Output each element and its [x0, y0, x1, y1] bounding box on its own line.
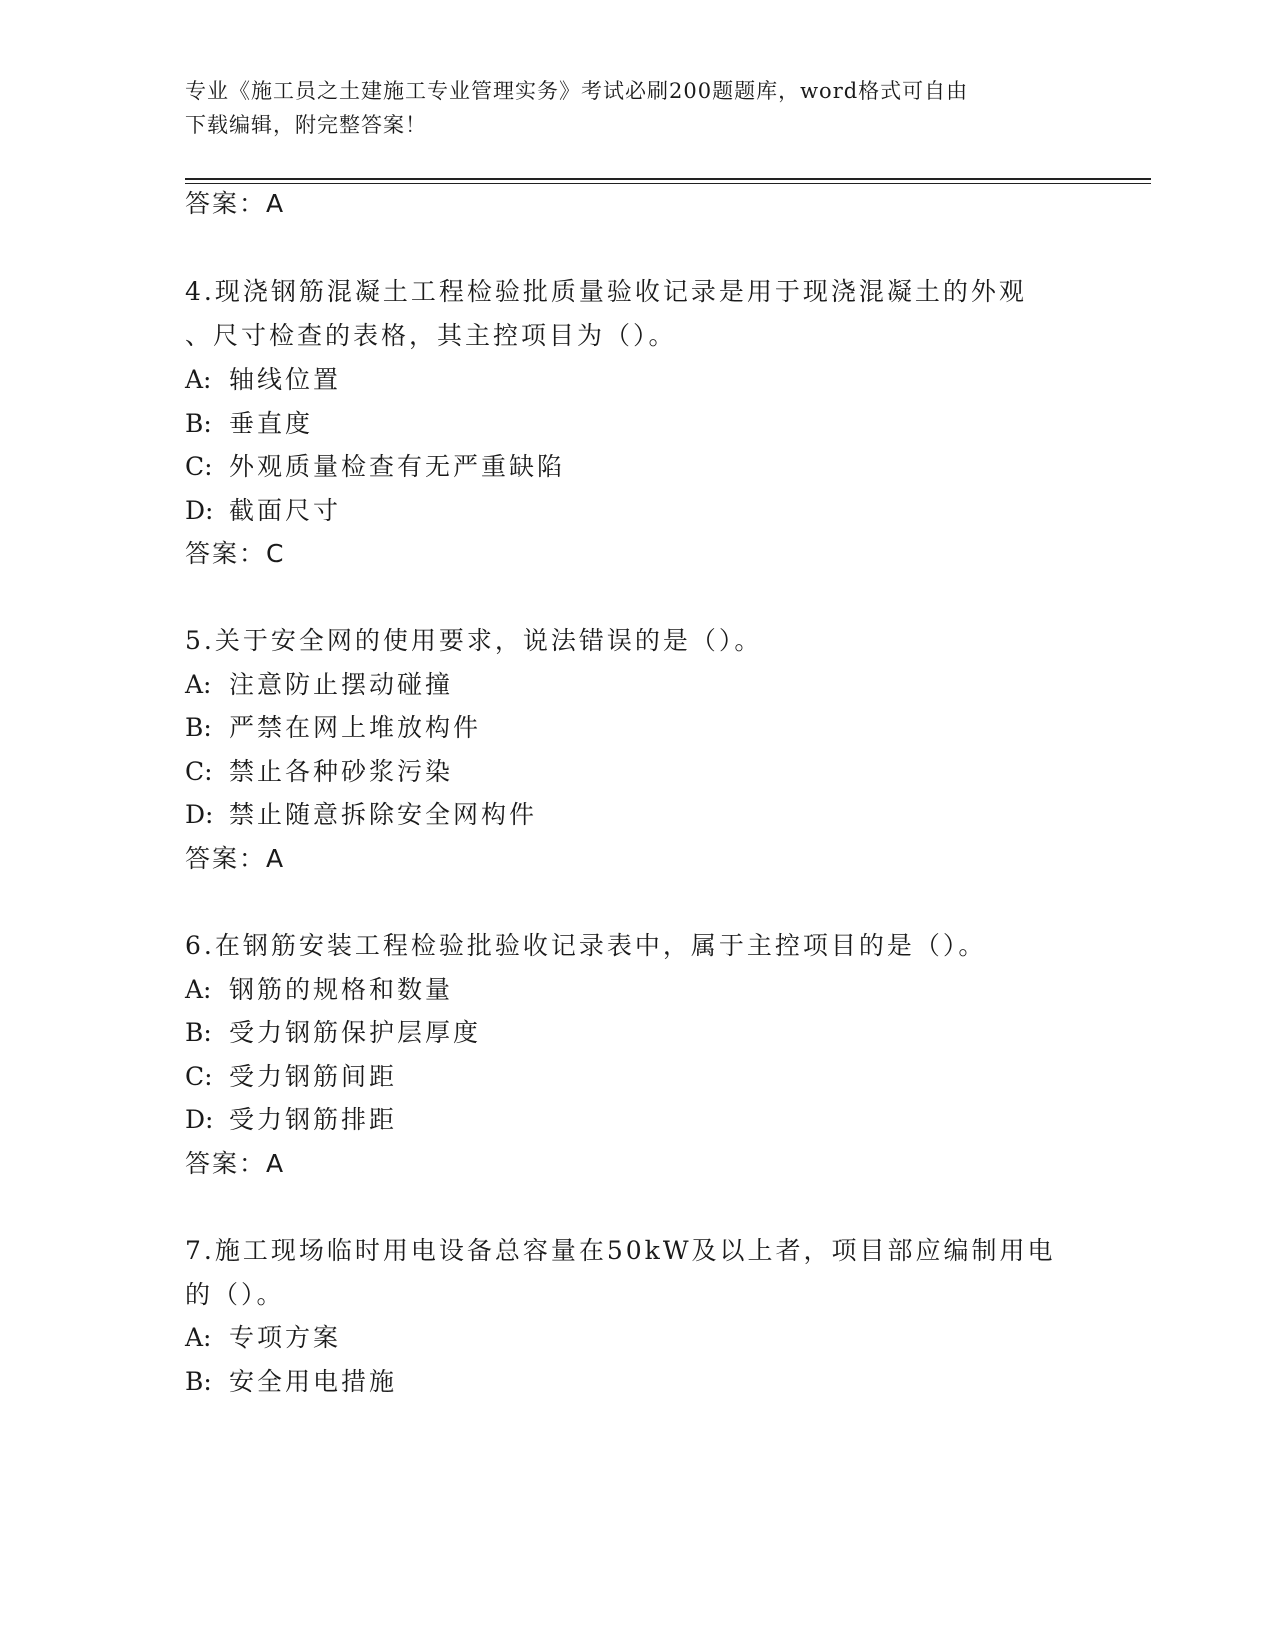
- question-4-option-b: [185, 407, 313, 441]
- option-letter: A:: [185, 975, 212, 1004]
- question-6-option-a: [185, 973, 453, 1007]
- option-text: 截面尺寸: [229, 496, 342, 525]
- option-text: 专项方案: [229, 1323, 342, 1352]
- question-5-answer: 答案：A: [185, 844, 286, 873]
- option-letter: C:: [185, 452, 213, 481]
- option-text: 禁止各种砂浆污染: [229, 757, 454, 786]
- question-5-option-d: [185, 798, 537, 832]
- option-text: 受力钢筋保护层厚度: [229, 1018, 482, 1047]
- option-letter: B:: [185, 1367, 212, 1396]
- question-7-stem-line-1: 7.施工现场临时用电设备总容量在50kW及以上者，项目部应编制用电: [185, 1236, 1056, 1265]
- question-4-stem-line-2: 、尺寸检查的表格，其主控项目为（）。: [185, 321, 677, 350]
- question-4-option-d: [185, 494, 341, 528]
- question-4-stem-line-1: 4.现浇钢筋混凝土工程检验批质量验收记录是用于现浇混凝土的外观: [185, 277, 1027, 306]
- document-header: [185, 74, 1065, 142]
- question-4-option-c: [185, 450, 565, 484]
- header-line-2: 下载编辑，附完整答案！: [185, 113, 427, 137]
- option-text: 受力钢筋排距: [229, 1105, 398, 1134]
- option-letter: B:: [185, 1018, 212, 1047]
- option-letter: D:: [185, 1105, 214, 1134]
- option-text: 钢筋的规格和数量: [229, 975, 454, 1004]
- question-5-option-a: [185, 668, 453, 702]
- question-7-option-b: [185, 1365, 397, 1399]
- option-text: 安全用电措施: [229, 1367, 398, 1396]
- answer-previous: 答案：A: [185, 189, 286, 218]
- option-letter: C:: [185, 1062, 213, 1091]
- header-line-1: 专业《施工员之土建施工专业管理实务》考试必刷200题题库，word格式可自由: [185, 79, 969, 103]
- option-text: 注意防止摆动碰撞: [229, 670, 454, 699]
- option-text: 外观质量检查有无严重缺陷: [229, 452, 566, 481]
- question-5-stem-line-1: 5.关于安全网的使用要求，说法错误的是（）。: [185, 626, 763, 655]
- question-6-option-c: [185, 1060, 397, 1094]
- question-7-option-a: [185, 1321, 341, 1355]
- option-text: 受力钢筋间距: [229, 1062, 398, 1091]
- option-letter: A:: [185, 670, 212, 699]
- option-text: 禁止随意拆除安全网构件: [229, 800, 538, 829]
- option-letter: B:: [185, 409, 212, 438]
- question-7-stem-line-2: 的（）。: [185, 1280, 285, 1309]
- header-divider-thin: [185, 183, 1151, 184]
- option-letter: D:: [185, 496, 214, 525]
- option-letter: C:: [185, 757, 213, 786]
- option-letter: A:: [185, 365, 212, 394]
- option-text: 严禁在网上堆放构件: [229, 713, 482, 742]
- question-4-option-a: [185, 363, 341, 397]
- option-text: 轴线位置: [229, 365, 342, 394]
- header-divider-thick: [185, 178, 1151, 180]
- option-text: 垂直度: [229, 409, 314, 438]
- option-letter: A:: [185, 1323, 212, 1352]
- option-letter: D:: [185, 800, 214, 829]
- question-6-option-d: [185, 1103, 397, 1137]
- question-6-answer: 答案：A: [185, 1149, 286, 1178]
- question-6-option-b: [185, 1016, 481, 1050]
- question-5-option-c: [185, 755, 453, 789]
- question-6-stem-line-1: 6.在钢筋安装工程检验批验收记录表中，属于主控项目的是（）。: [185, 931, 987, 960]
- question-4-answer: 答案：C: [185, 539, 286, 568]
- option-letter: B:: [185, 713, 212, 742]
- question-5-option-b: [185, 711, 481, 745]
